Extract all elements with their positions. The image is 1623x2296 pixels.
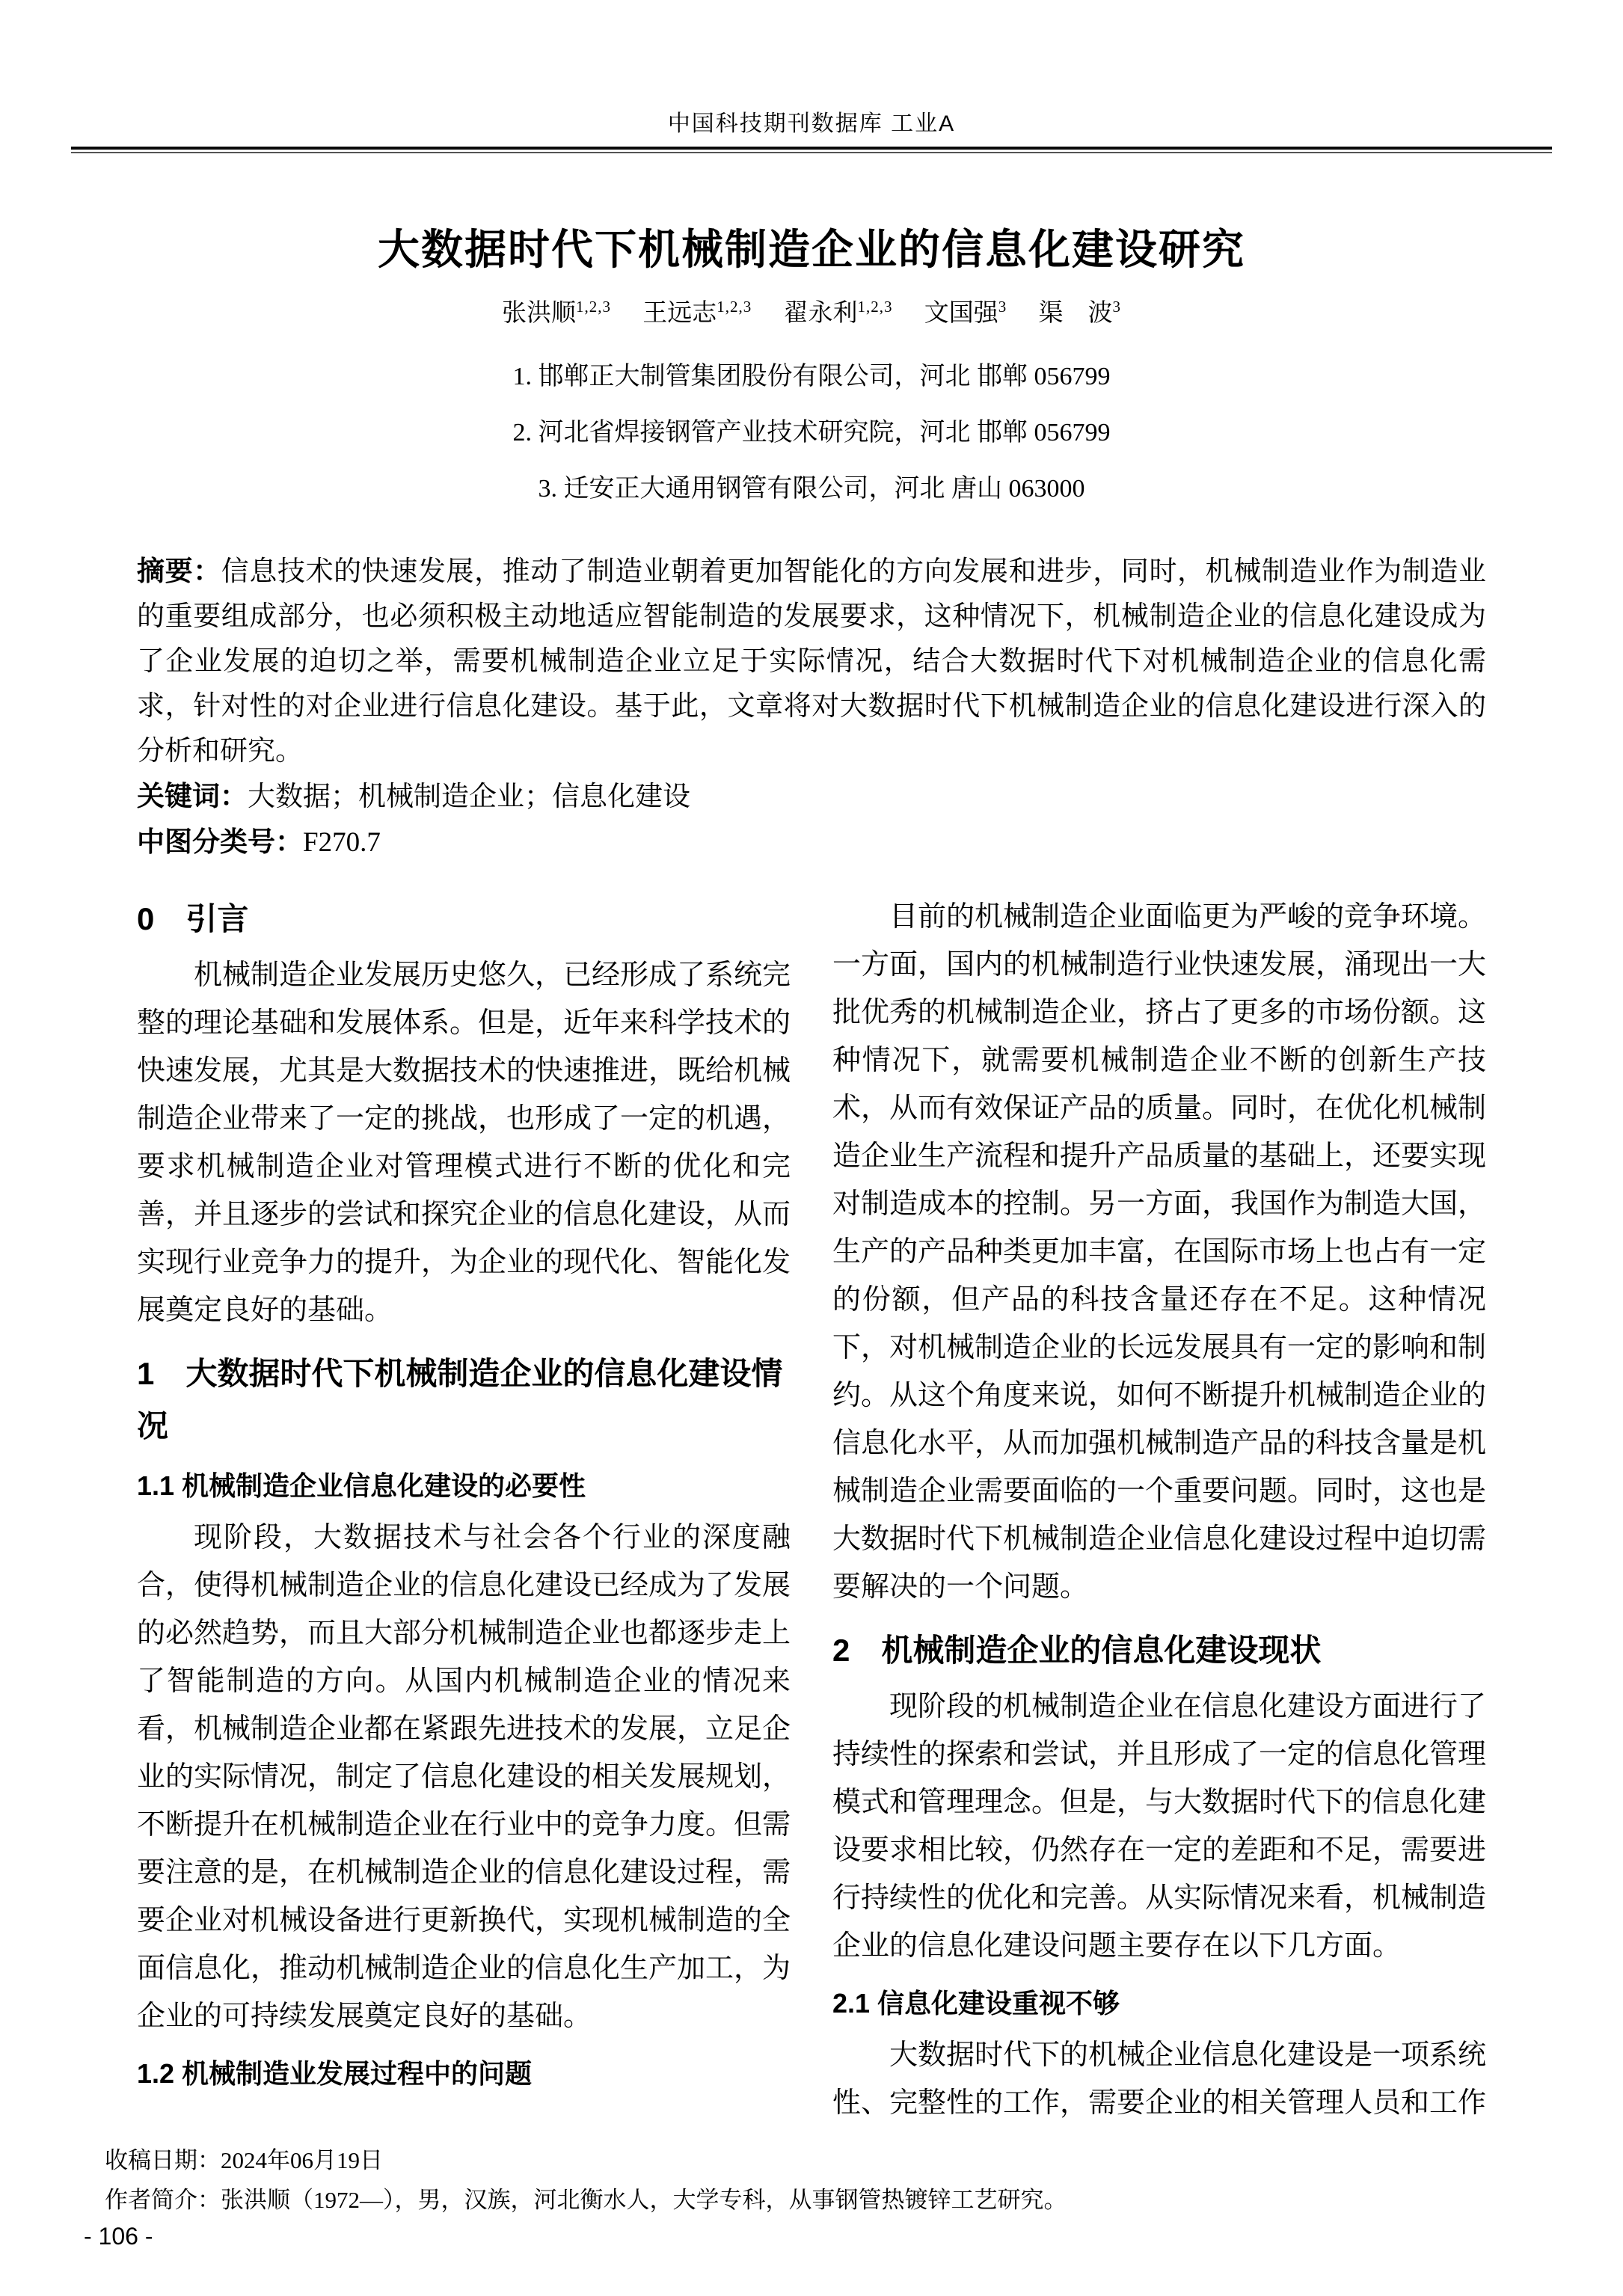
author-bio [105, 2180, 1486, 2220]
keywords-text: 大数据；机械制造企业；信息化建设 [248, 782, 690, 812]
received-date-value: 2024年06月19日 [221, 2147, 383, 2173]
subsection-heading-1-2: 1.2 机械制造业发展过程中的问题 [137, 2058, 533, 2089]
received-date [105, 2140, 1486, 2180]
abstract-label: 摘要： [137, 556, 221, 586]
author-name: 翟永利 [783, 300, 858, 327]
section-heading-0: 0 引言 [137, 901, 249, 936]
header-rule [71, 147, 1552, 153]
subsection-heading-1-1: 1.1 机械制造企业信息化建设的必要性 [137, 1470, 586, 1501]
author [1039, 300, 1122, 327]
left-column [137, 893, 791, 2102]
author [784, 300, 893, 327]
affiliation-line: 2. 河北省焊接钢管产业技术研究院，河北 邯郸 056799 [512, 419, 1111, 446]
section-heading-1: 1 大数据时代下机械制造企业的信息化建设情况 [137, 1356, 783, 1443]
affiliation-list [75, 349, 1548, 517]
author [642, 300, 752, 327]
author-superscript: 1,2,3 [857, 298, 893, 316]
page-number: - 106 - [84, 2223, 153, 2250]
author-name: 张洪顺 [502, 300, 576, 327]
front-matter [137, 549, 1486, 865]
affiliation-line: 1. 邯郸正大制管集团股份有限公司，河北 邯郸 056799 [512, 363, 1111, 390]
author-superscript: 1,2,3 [717, 298, 752, 316]
clc-number [137, 820, 1486, 865]
author [502, 300, 611, 327]
author-bio-label: 作者简介： [105, 2187, 221, 2213]
author-list [75, 293, 1548, 328]
subsection-heading-2-1: 2.1 信息化建设重视不够 [832, 1988, 1120, 2019]
author-name: 王远志 [642, 300, 717, 327]
keywords-label: 关键词： [137, 781, 248, 811]
abstract-text: 信息技术的快速发展，推动了制造业朝着更加智能化的方向发展和进步，同时，机械制造业作为制造业的重要组成部分，也必须积极主动地适应智能制造的发展要求，这种情况下，机械制造企业的信息化建设成为了企业发展的迫切之举，需要机械制造企业立足于实际情况，结合大数据时代下对机械制造企业的信息化需求，针对性的对企业进行信息化建设。基于此，文章将对大数据时代下机械制造企业的信息化建设进行深入的分析和研究。 [137, 556, 1487, 767]
body-paragraph: 现阶段的机械制造企业在信息化建设方面进行了持续性的探索和尝试，并且形成了一定的信息化管理模式和管理理念。但是，与大数据时代下的信息化建设要求相比较，仍然存在一定的差距和不足，需要进行持续性的优化和完善。从实际情况来看，机械制造企业的信息化建设问题主要存在以下几方面。 [832, 1691, 1487, 1962]
journal-header: 中国科技期刊数据库 工业A [667, 111, 956, 136]
author-bio-value: 张洪顺（1972—），男，汉族，河北衡水人，大学专科，从事钢管热镀锌工艺研究。 [221, 2187, 1067, 2213]
body-columns [137, 893, 1486, 2127]
clc-value: F270.7 [303, 827, 381, 858]
body-paragraph: 机械制造企业发展历史悠久，已经形成了系统完整的理论基础和发展体系。但是，近年来科学技术的快速发展，尤其是大数据技术的快速推进，既给机械制造企业带来了一定的挑战，也形成了一定的机遇，要求机械制造企业对管理模式进行不断的优化和完善，并且逐步的尝试和探究企业的信息化建设，从而实现行业竞争力的提升，为企业的现代化、智能化发展奠定良好的基础。 [137, 960, 791, 1326]
affiliation-line: 3. 迁安正大通用钢管有限公司，河北 唐山 063000 [538, 475, 1085, 503]
author-superscript: 1,2,3 [576, 298, 611, 316]
section-heading-2: 2 机械制造企业的信息化建设现状 [832, 1633, 1322, 1668]
footnote-block [105, 2140, 1486, 2220]
right-column [832, 893, 1486, 2127]
body-paragraph: 目前的机械制造企业面临更为严峻的竞争环境。一方面，国内的机械制造行业快速发展，涌现出一大批优秀的机械制造企业，挤占了更多的市场份额。这种情况下，就需要机械制造企业不断的创新生产技术，从而有效保证产品的质量。同时，在优化机械制造企业生产流程和提升产品质量的基础上，还要实现对制造成本的控制。另一方面，我国作为制造大国，生产的产品种类更加丰富，在国际市场上也占有一定的份额，但产品的科技含量还存在不足。这种情况下，对机械制造企业的长远发展具有一定的影响和制约。从这个角度来说，如何不断提升机械制造企业的信息化水平，从而加强机械制造产品的科技含量是机械制造企业需要面临的一个重要问题。同时，这也是大数据时代下机械制造企业信息化建设过程中迫切需要解决的一个问题。 [832, 901, 1487, 1603]
author [924, 300, 1007, 327]
body-paragraph: 大数据时代下的机械企业信息化建设是一项系统性、完整性的工作，需要企业的相关管理人员和工作 [832, 2039, 1487, 2119]
author-superscript: 3 [998, 298, 1007, 316]
clc-label: 中图分类号： [137, 826, 303, 857]
abstract [137, 549, 1486, 774]
received-date-label: 收稿日期： [105, 2147, 221, 2173]
author-superscript: 3 [1112, 298, 1121, 316]
paper-title: 大数据时代下机械制造企业的信息化建设研究 [378, 225, 1245, 273]
author-name: 文国强 [924, 300, 998, 327]
author-name: 渠 波 [1038, 300, 1113, 327]
keywords [137, 774, 1486, 820]
body-paragraph: 现阶段，大数据技术与社会各个行业的深度融合，使得机械制造企业的信息化建设已经成为了发展的必然趋势，而且大部分机械制造企业也都逐步走上了智能制造的方向。从国内机械制造企业的情况来看，机械制造企业都在紧跟先进技术的发展，立足企业的实际情况，制定了信息化建设的相关发展规划，不断提升在机械制造企业在行业中的竞争力度。但需要注意的是，在机械制造企业的信息化建设过程，需要企业对机械设备进行更新换代，实现机械制造的全面信息化，推动机械制造企业的信息化生产加工，为企业的可持续发展奠定良好的基础。 [137, 1522, 791, 2032]
